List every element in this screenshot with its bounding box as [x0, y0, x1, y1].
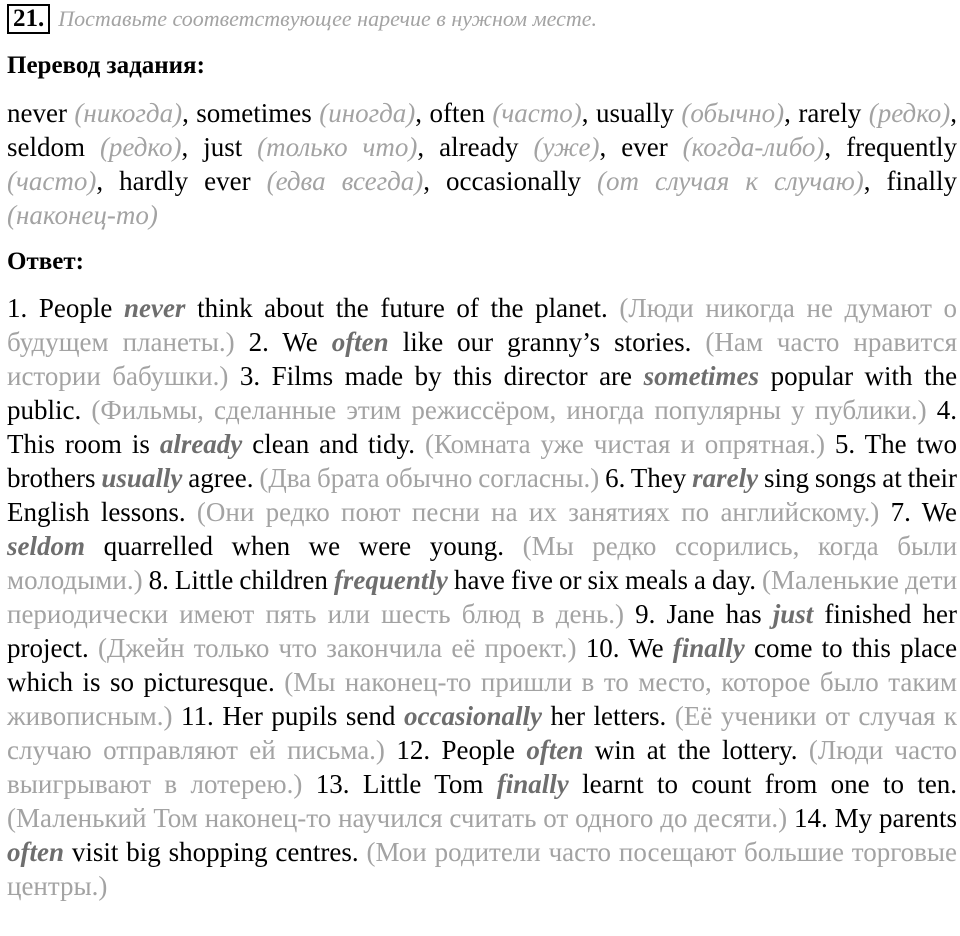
adverb-ru: (часто): [492, 98, 582, 128]
sentence-number: 2.: [248, 327, 269, 357]
sentence-after: learnt to count from one to ten.: [582, 769, 958, 799]
inserted-adverb: often: [7, 837, 64, 867]
sentence-number: 3.: [239, 361, 261, 391]
task-header: [7, 4, 597, 34]
separator: ,: [423, 166, 447, 196]
inserted-adverb: sometimes: [643, 361, 760, 391]
sentence-translation: (Джейн только что закончила её проект.): [97, 633, 577, 663]
sentence-after: think about the future of the planet.: [197, 293, 608, 323]
adverb-en: rarely: [798, 98, 862, 128]
sentence-after: popular with the public.: [7, 361, 958, 425]
separator: ,: [784, 98, 799, 128]
sentence-number: 13.: [315, 769, 350, 799]
sentence-number: 14.: [794, 803, 828, 833]
sentence-before: We: [282, 327, 318, 357]
sentence-translation: (Её ученики от случая к случаю отправляют ей письма.): [7, 701, 958, 765]
adverb-en: hardly ever: [119, 166, 251, 196]
adverb-ru: (иногда): [319, 98, 416, 128]
sentence-before: We: [921, 497, 958, 527]
sentence-translation: (Фильмы, сделанные этим режиссёром, иногда популярны у публики.): [91, 395, 927, 425]
adverb-ru: (никогда): [74, 98, 183, 128]
adverb-ru: (едва всегда): [266, 166, 424, 196]
sentence-translation: (Они редко поют песни на их занятиях по английскому.): [196, 497, 880, 527]
sentence-after: quarrelled when we were young.: [103, 531, 504, 561]
sentence-after: finished her project.: [7, 599, 957, 663]
task-number: 21.: [7, 4, 50, 34]
inserted-adverb: often: [526, 735, 584, 765]
sentence-translation: (Мои родители часто посещают большие торговые центры.): [7, 837, 958, 901]
inserted-adverb: occasionally: [403, 701, 542, 731]
sentence-number: 7.: [890, 497, 911, 527]
adverb-ru: (обычно): [681, 98, 785, 128]
adverb-ru: (когда-либо): [682, 132, 825, 162]
sentence-number: 4.: [936, 395, 958, 425]
separator: ,: [96, 166, 120, 196]
sentence-before: Little children: [174, 565, 328, 595]
sentence-translation: (Маленькие дети периодически имеют пять или шесть блюд в день.): [7, 565, 958, 629]
separator: ,: [182, 98, 197, 128]
inserted-adverb: often: [331, 327, 389, 357]
answer-paragraph: [7, 291, 957, 903]
sentence-translation: (Мы наконец-то пришли в то место, которое было таким живописным.): [7, 667, 958, 731]
sentence-number: 9.: [635, 599, 656, 629]
sentence-after: clean and tidy.: [252, 429, 416, 459]
inserted-adverb: never: [123, 293, 186, 323]
sentence-after: come to this place which is so picturesque.: [7, 633, 958, 697]
translation-heading: Перевод задания:: [7, 52, 205, 79]
answer-heading: Ответ:: [7, 248, 84, 275]
translation-paragraph: [7, 96, 957, 232]
adverb-en: usually: [595, 98, 674, 128]
adverb-en: often: [429, 98, 485, 128]
sentence-translation: (Нам часто нравится истории бабушки.): [7, 327, 958, 391]
inserted-adverb: rarely: [692, 463, 759, 493]
sentence-after: her letters.: [550, 701, 667, 731]
separator: ,: [950, 98, 958, 128]
adverb-ru: (уже): [533, 132, 600, 162]
inserted-adverb: frequently: [333, 565, 448, 595]
separator: ,: [599, 132, 622, 162]
adverb-en: finally: [886, 166, 958, 196]
adverb-ru: (часто): [7, 166, 97, 196]
sentence-before: People: [441, 735, 515, 765]
separator: ,: [415, 98, 430, 128]
separator: ,: [181, 132, 204, 162]
separator: ,: [417, 132, 440, 162]
adverb-en: frequently: [846, 132, 958, 162]
adverb-en: never: [7, 98, 67, 128]
sentence-before: They: [630, 463, 687, 493]
sentence-number: 1.: [7, 293, 28, 323]
sentence-translation: (Два брата обычно согласны.): [259, 463, 600, 493]
task-instruction: Поставьте соответствующее наречие в нужном месте.: [58, 6, 598, 31]
sentence-after: like our granny’s stories.: [402, 327, 692, 357]
adverb-en: ever: [621, 132, 668, 162]
sentence-number: 10.: [585, 633, 620, 663]
sentence-after: have five or six meals a day.: [453, 565, 756, 595]
sentence-after: sing songs at their English lessons.: [7, 463, 958, 527]
sentence-before: We: [628, 633, 664, 663]
adverb-en: seldom: [7, 132, 85, 162]
sentence-before: Jane has: [666, 599, 762, 629]
adverb-en: just: [203, 132, 243, 162]
sentence-translation: (Мы редко ссорились, когда были молодыми.): [7, 531, 958, 595]
separator: ,: [581, 98, 596, 128]
sentence-after: visit big shopping centres.: [71, 837, 359, 867]
adverb-ru: (редко): [99, 132, 182, 162]
separator: ,: [863, 166, 887, 196]
sentence-before: Films made by this director are: [271, 361, 633, 391]
sentence-before: People: [38, 293, 113, 323]
adverb-ru: (наконец-то): [7, 200, 158, 230]
sentence-translation: (Люди часто выигрывают в лотерею.): [7, 735, 958, 799]
adverb-en: occasionally: [446, 166, 581, 196]
adverb-ru: (редко): [868, 98, 951, 128]
adverb-ru: (от случая к случаю): [597, 166, 864, 196]
inserted-adverb: seldom: [7, 531, 85, 561]
sentence-translation: (Маленький Том наконец-то научился считать от одного до десяти.): [7, 803, 788, 833]
inserted-adverb: finally: [496, 769, 569, 799]
sentence-before: My parents: [834, 803, 958, 833]
sentence-number: 11.: [181, 701, 214, 731]
sentence-before: Little Tom: [362, 769, 484, 799]
sentence-after: agree.: [188, 463, 254, 493]
sentence-number: 5.: [834, 429, 856, 459]
sentence-number: 6.: [605, 463, 626, 493]
sentence-number: 8.: [148, 565, 169, 595]
adverb-en: sometimes: [196, 98, 312, 128]
adverb-en: already: [439, 132, 519, 162]
separator: ,: [824, 132, 847, 162]
sentence-translation: (Люди никогда не думают о будущем планеты.): [7, 293, 958, 357]
sentence-translation: (Комната уже чистая и опрятная.): [424, 429, 825, 459]
sentence-before: This room is: [7, 429, 150, 459]
inserted-adverb: just: [772, 599, 814, 629]
adverb-ru: (только что): [257, 132, 418, 162]
sentence-before: Her pupils send: [222, 701, 396, 731]
sentence-number: 12.: [396, 735, 431, 765]
inserted-adverb: already: [159, 429, 243, 459]
sentence-before: The two brothers: [7, 429, 958, 493]
inserted-adverb: usually: [101, 463, 183, 493]
inserted-adverb: finally: [672, 633, 745, 663]
sentence-after: win at the lottery.: [594, 735, 798, 765]
